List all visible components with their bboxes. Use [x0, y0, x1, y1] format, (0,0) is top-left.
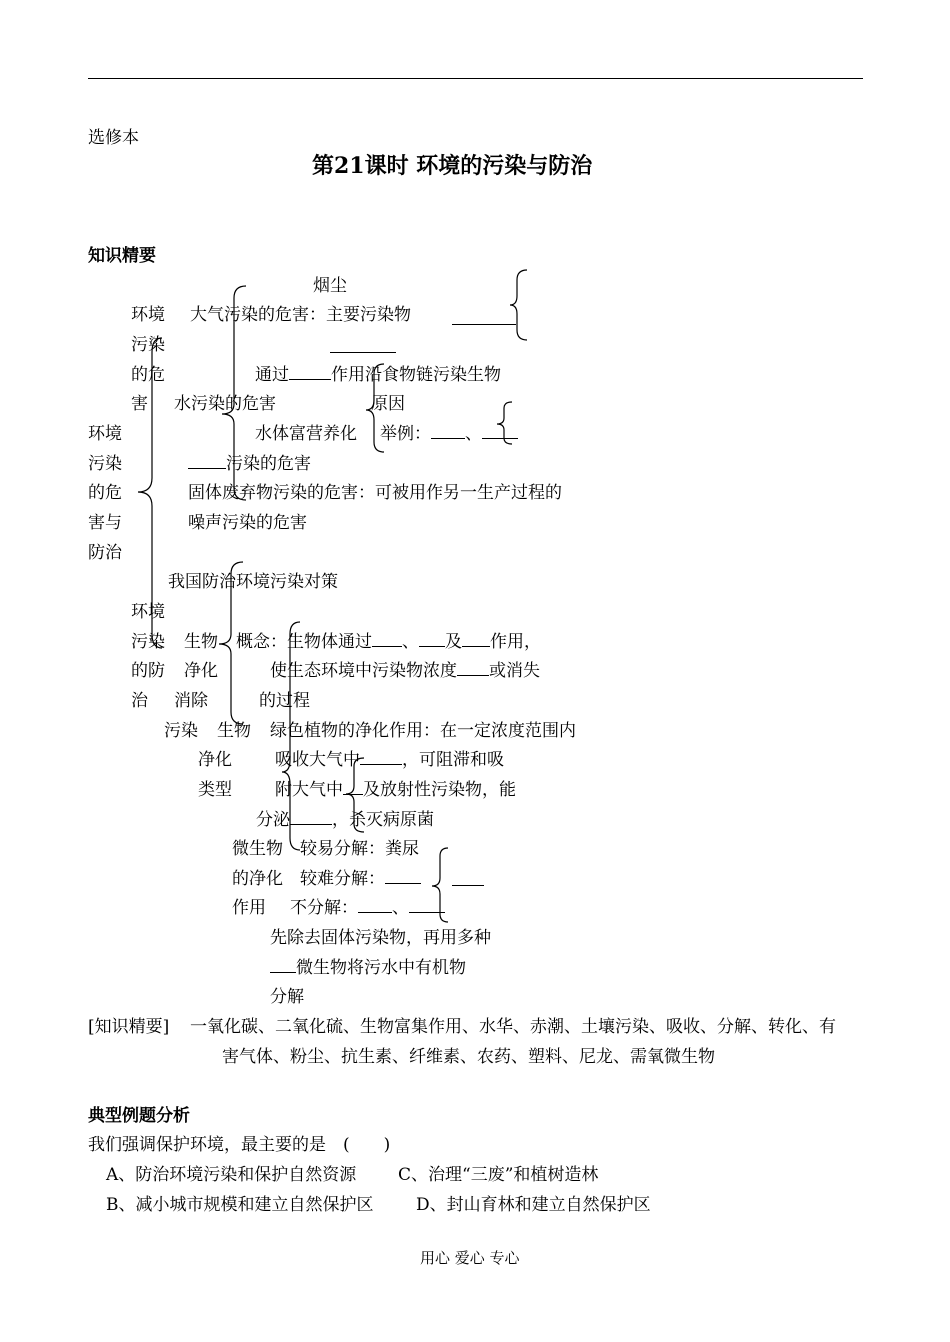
- answer-line: 一氧化碳、二氧化硫、生物富集作用、水华、赤潮、土壤污染、吸收、分解、转化、有: [190, 1017, 836, 1037]
- page-title: 第21课时 环境的污染与防治: [312, 153, 593, 179]
- diagram-text: 环境: [88, 424, 122, 444]
- question-text: 我们强调保护环境，最主要的是 ( ): [88, 1135, 391, 1155]
- diagram-text: 污染: [131, 632, 165, 652]
- diagram-text: 概念：生物体通过 、 及 作用，: [236, 632, 541, 652]
- diagram-text: 附大气中 及放射性污染物，能: [275, 780, 516, 800]
- option-c: C、治理“三废”和植树造林: [398, 1165, 599, 1185]
- diagram-text: 烟尘: [313, 276, 347, 296]
- answer-label: [知识精要]: [88, 1017, 170, 1037]
- diagram-text: 我国防治环境污染对策: [168, 572, 338, 592]
- subject-label: 选修本: [88, 128, 139, 148]
- diagram-text: 不分解： 、: [290, 898, 445, 918]
- diagram-text: 分解: [270, 987, 304, 1007]
- diagram-text: 害: [131, 394, 148, 414]
- fill-blank: [452, 310, 516, 325]
- section-heading-examples: 典型例题分析: [88, 1106, 190, 1126]
- diagram-text: 污染: [164, 721, 198, 741]
- diagram-text: 害与: [88, 513, 122, 533]
- section-heading-knowledge: 知识精要: [88, 246, 156, 266]
- diagram-text: 生物: [217, 721, 251, 741]
- diagram-text: 的过程: [259, 691, 310, 711]
- diagram-text: 的净化: [232, 869, 283, 889]
- diagram-text: 净化: [184, 661, 218, 681]
- fill-blank: [452, 871, 484, 886]
- option-b: B、减小城市规模和建立自然保护区: [106, 1195, 374, 1215]
- diagram-text: 净化: [198, 750, 232, 770]
- diagram-text: 通过 作用沿食物链污染生物: [255, 365, 501, 385]
- diagram-text: 防治: [88, 543, 122, 563]
- diagram-text: 污染的危害: [188, 454, 311, 474]
- diagram-text: 的危: [88, 483, 122, 503]
- diagram-text: 微生物将污水中有机物: [270, 958, 466, 978]
- fill-blank: [330, 338, 396, 353]
- diagram-text: 的危: [131, 365, 165, 385]
- diagram-text: 的防: [131, 661, 165, 681]
- diagram-text: 生物: [184, 632, 218, 652]
- diagram-text: 消除: [174, 691, 208, 711]
- diagram-text: 噪声污染的危害: [188, 513, 307, 533]
- diagram-text: 污染: [88, 454, 122, 474]
- diagram-text: 大气污染的危害：主要污染物: [190, 305, 411, 325]
- diagram-text: 治: [131, 691, 148, 711]
- diagram-text: 污染: [131, 335, 165, 355]
- diagram-text: 水污染的危害: [174, 394, 276, 414]
- diagram-text: 水体富营养化: [255, 424, 357, 444]
- page-footer: 用心 爱心 专心: [420, 1249, 520, 1267]
- answer-line: 害气体、粉尘、抗生素、纤维素、农药、塑料、尼龙、需氧微生物: [222, 1047, 715, 1067]
- diagram-text: 环境: [131, 305, 165, 325]
- diagram-text: 吸收大气中 ，可阻滞和吸: [275, 750, 504, 770]
- diagram-text: 环境: [131, 602, 165, 622]
- diagram-text: 先除去固体污染物，再用多种: [270, 928, 491, 948]
- option-a: A、防治环境污染和保护自然资源: [106, 1165, 357, 1185]
- diagram-text: 较易分解：粪尿: [300, 839, 419, 859]
- diagram-text: 类型: [198, 780, 232, 800]
- diagram-text: 微生物: [232, 839, 283, 859]
- diagram-text: 固体废弃物污染的危害：可被用作另一生产过程的: [188, 483, 562, 503]
- option-d: D、封山育林和建立自然保护区: [416, 1195, 651, 1215]
- diagram-text: 作用: [232, 898, 266, 918]
- header-rule: [88, 78, 863, 79]
- diagram-text: 举例： 、: [380, 424, 518, 444]
- diagram-text: 原因: [371, 394, 405, 414]
- diagram-text: 分泌 ，杀灭病原菌: [256, 810, 434, 830]
- diagram-text: 绿色植物的净化作用：在一定浓度范围内: [270, 721, 576, 741]
- diagram-text: 较难分解：: [300, 869, 421, 889]
- diagram-text: 使生态环境中污染物浓度 或消失: [270, 661, 540, 681]
